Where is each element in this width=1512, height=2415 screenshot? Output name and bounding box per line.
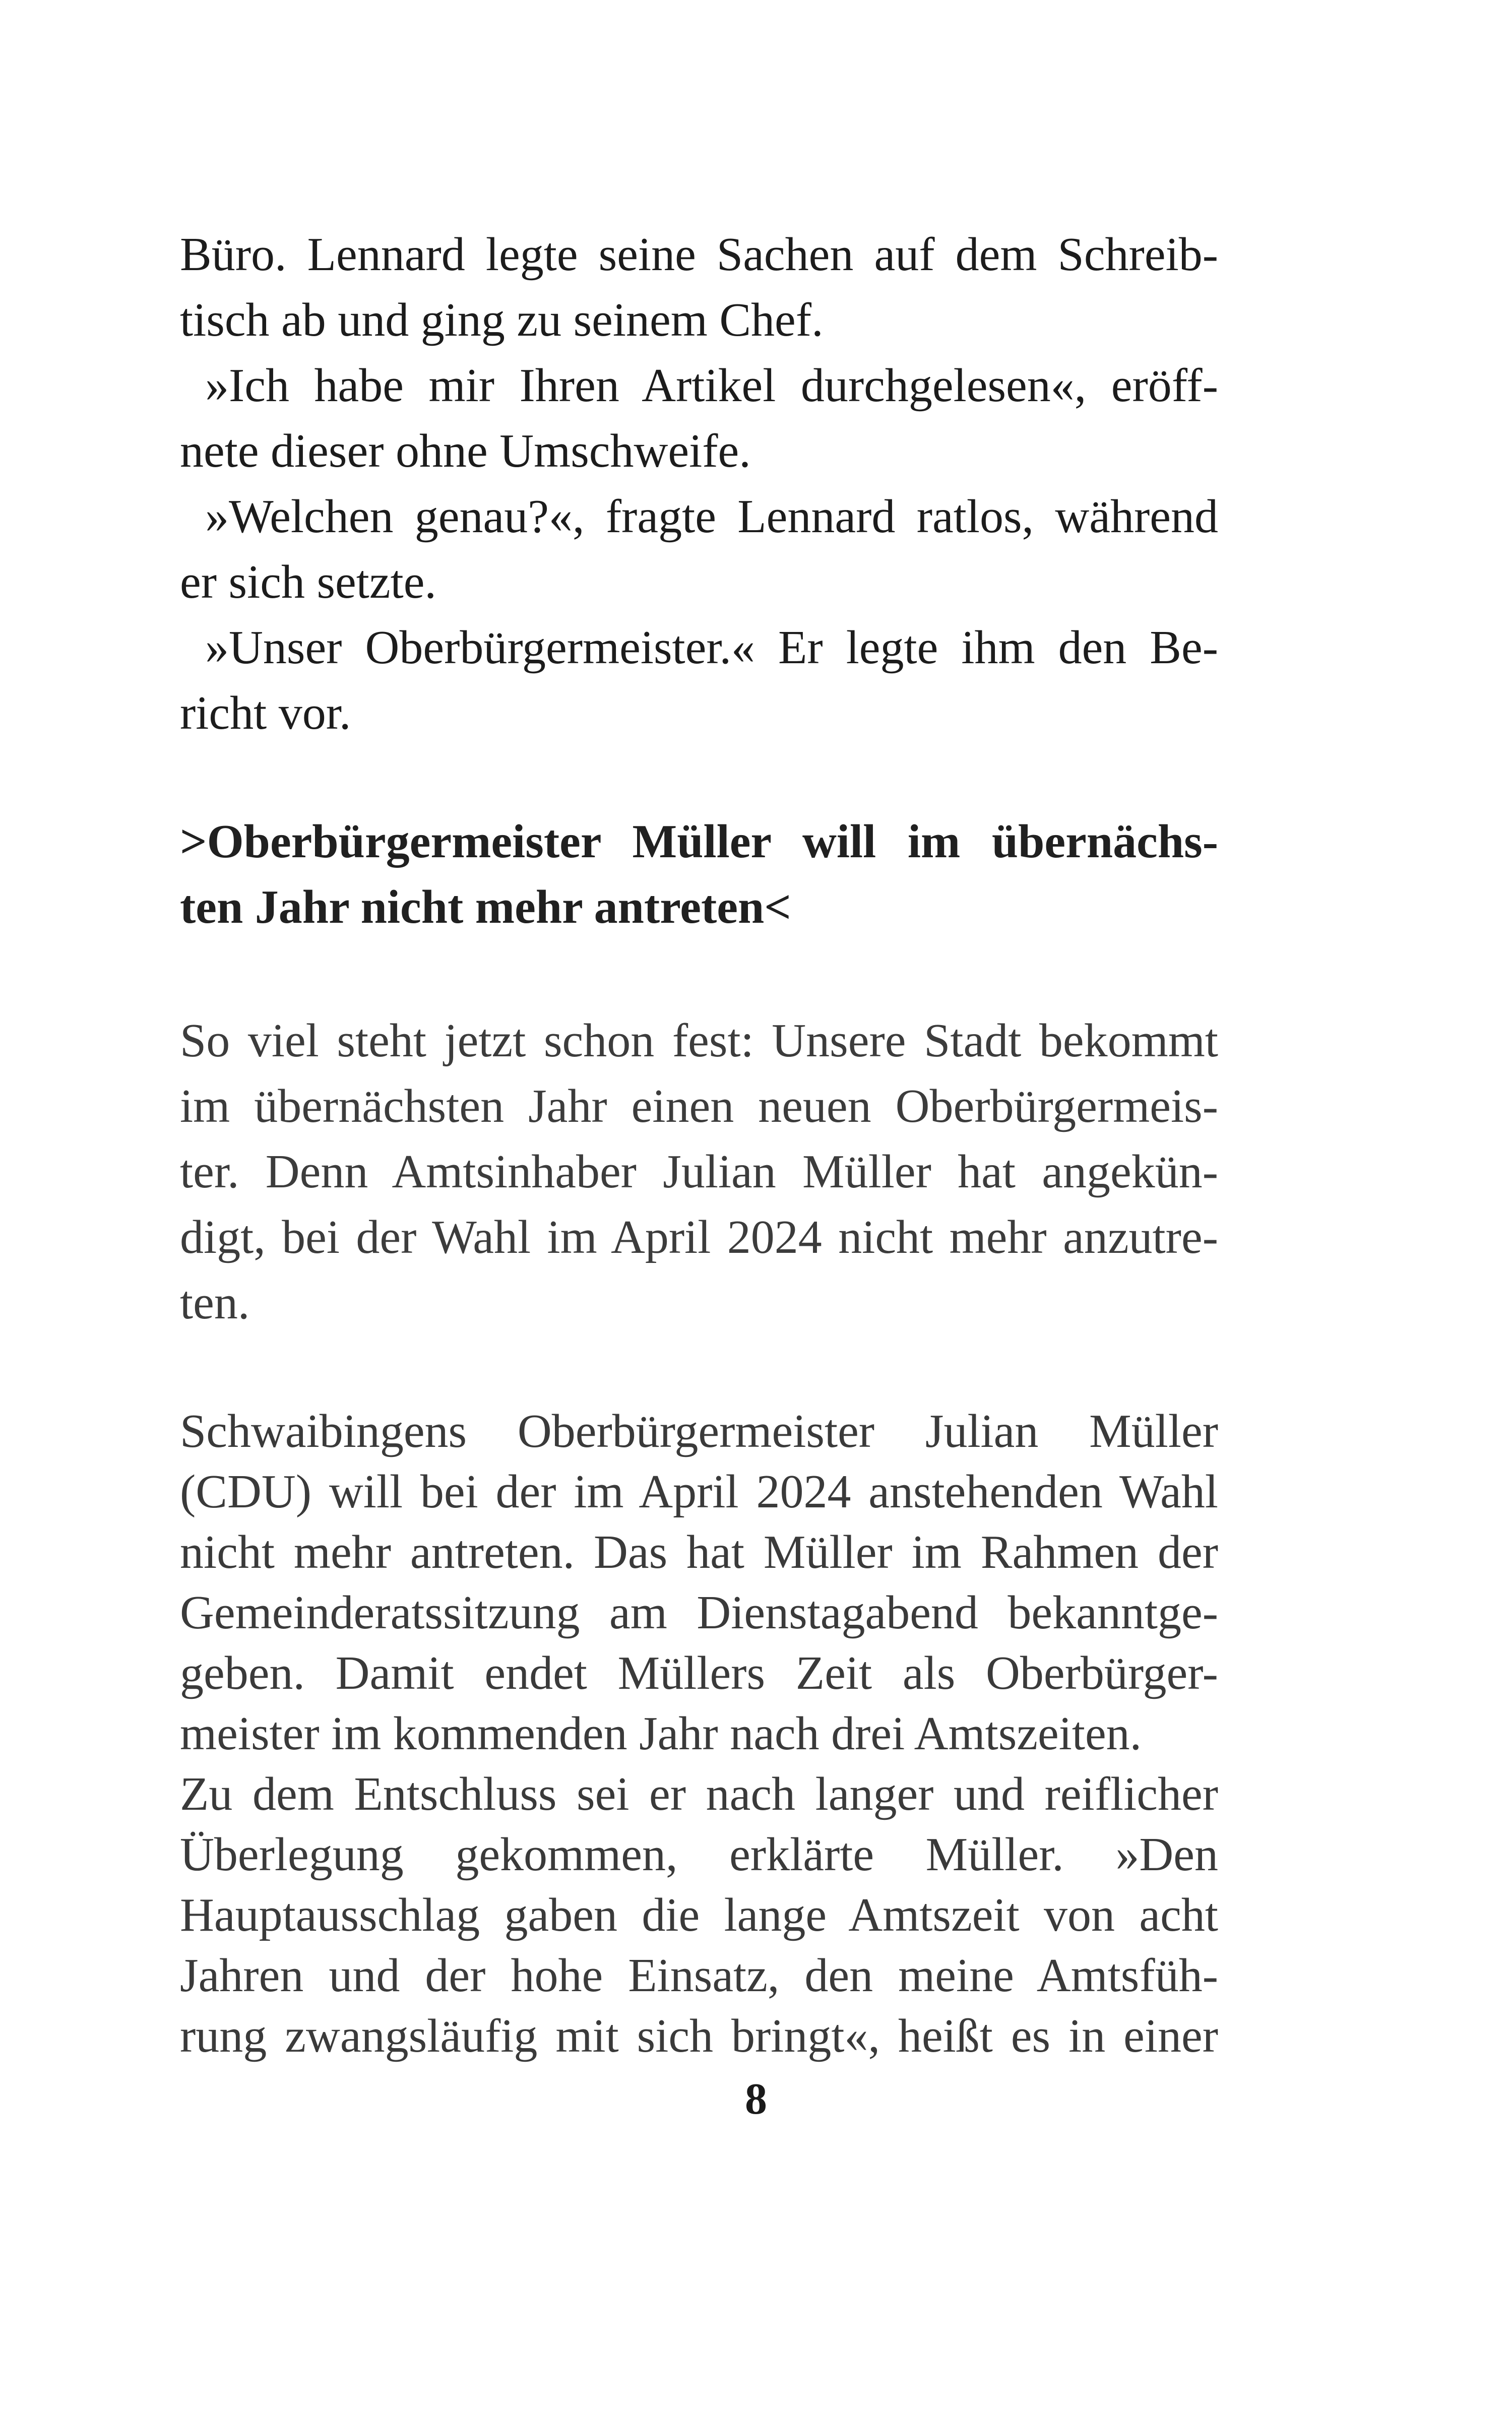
text-line: Überlegung gekommen, erklärte Müller. »Den (180, 1828, 1218, 1881)
text-line: nete dieser ohne Umschweife. (180, 425, 751, 477)
article-headline (180, 809, 1218, 940)
text-line: »Welchen genau?«, fragte Lennard ratlos, während (205, 490, 1218, 543)
text-line: (CDU) will bei der im April 2024 anstehenden Wahl (180, 1466, 1218, 1518)
text-line: er sich setzte. (180, 556, 436, 608)
text-line: »Ich habe mir Ihren Artikel durchgelesen«, eröff- (205, 359, 1218, 412)
intro-paragraphs (180, 222, 1218, 746)
text-line: meister im kommenden Jahr nach drei Amtszeiten. (180, 1707, 1142, 1760)
text-line: Hauptausschlag gaben die lange Amtszeit von acht (180, 1889, 1218, 1941)
text-line: tisch ab und ging zu seinem Chef. (180, 294, 824, 346)
text-line: nicht mehr antreten. Das hat Müller im Rahmen der (180, 1526, 1218, 1578)
text-line: im übernächsten Jahr einen neuen Oberbürgermeis- (180, 1080, 1218, 1132)
text-line: Jahren und der hohe Einsatz, den meine Amtsfüh- (180, 1949, 1218, 2002)
text-line: geben. Damit endet Müllers Zeit als Oberbürger- (180, 1647, 1218, 1699)
text-line: Gemeinderatssitzung am Dienstagabend bekanntge- (180, 1586, 1218, 1639)
article-body-paragraph (180, 1401, 1218, 2066)
text-line: Büro. Lennard legte seine Sachen auf dem Schreib- (180, 228, 1218, 281)
text-line: ten. (180, 1277, 250, 1329)
text-line: »Unser Oberbürgermeister.« Er legte ihm den Be- (205, 621, 1218, 674)
headline-line: ten Jahr nicht mehr antreten< (180, 881, 791, 933)
page-number: 8 (745, 2075, 767, 2124)
text-line: Zu dem Entschluss sei er nach langer und reiflicher (180, 1768, 1218, 1820)
headline-line: >Oberbürgermeister Müller will im übernächs- (180, 815, 1218, 868)
text-line: richt vor. (180, 687, 351, 739)
text-line: ter. Denn Amtsinhaber Julian Müller hat angekün- (180, 1146, 1218, 1198)
text-line: rung zwangsläufig mit sich bringt«, heißt es in einer (180, 2010, 1218, 2062)
text-line: So viel steht jetzt schon fest: Unsere Stadt bekommt (180, 1014, 1218, 1067)
article-lead-paragraph (180, 1008, 1218, 1336)
text-line: Schwaibingens Oberbürgermeister Julian Müller (180, 1405, 1218, 1457)
text-line: digt, bei der Wahl im April 2024 nicht mehr anzutre- (180, 1211, 1218, 1263)
